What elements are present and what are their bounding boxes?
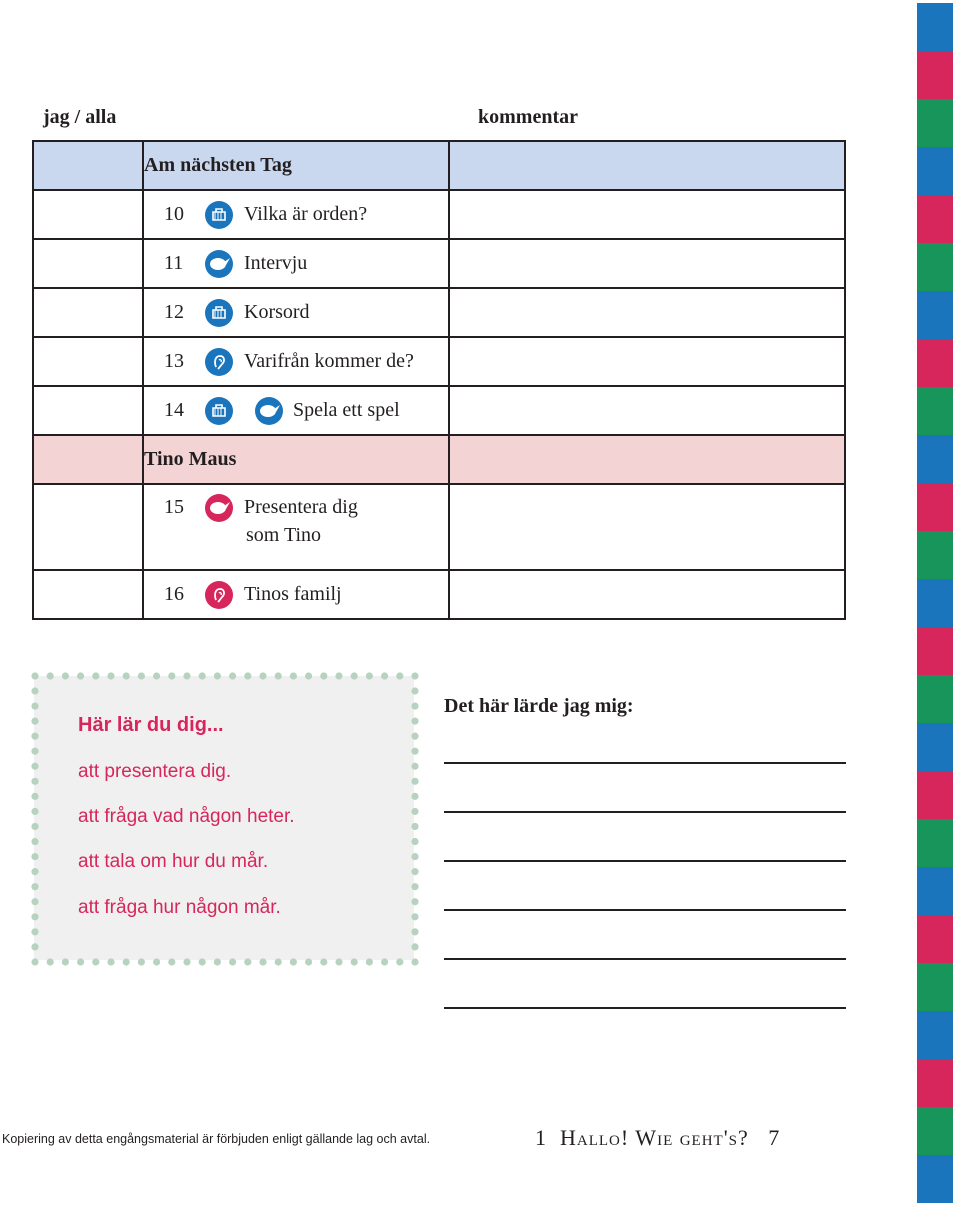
border-dot — [411, 943, 418, 950]
border-dot — [138, 958, 145, 965]
border-dot — [305, 958, 312, 965]
border-dot — [290, 672, 297, 679]
border-dot — [411, 823, 418, 830]
border-dot — [411, 778, 418, 785]
border-dot — [31, 928, 38, 935]
border-dot — [31, 778, 38, 785]
border-dot — [411, 958, 418, 965]
activity-label: Presentera dig — [244, 496, 358, 518]
border-dot — [31, 687, 38, 694]
activity-label: Vilka är orden? — [244, 202, 368, 225]
border-dot — [320, 958, 327, 965]
border-dot — [411, 672, 418, 679]
header-jag-alla: jag / alla — [43, 106, 117, 128]
stripe-segment — [917, 963, 953, 1011]
comment-cell[interactable] — [449, 386, 845, 435]
stripe-segment — [917, 867, 953, 915]
border-dot — [77, 672, 84, 679]
activity-number: 16 — [164, 582, 184, 605]
border-dot — [168, 672, 175, 679]
table-row — [33, 484, 845, 570]
activity-label: Varifrån kommer de? — [244, 349, 414, 372]
border-dot — [229, 672, 236, 679]
table-row — [33, 190, 845, 239]
check-cell[interactable] — [33, 288, 143, 337]
page-number: 7 — [768, 1125, 781, 1150]
stripe-segment — [917, 99, 953, 147]
activity-number: 15 — [164, 496, 184, 518]
border-dot — [92, 958, 99, 965]
border-dot — [31, 958, 38, 965]
progress-table — [32, 140, 846, 620]
writing-line[interactable] — [444, 958, 846, 960]
stripe-segment — [917, 723, 953, 771]
activity-number: 12 — [164, 300, 184, 323]
stripe-segment — [917, 675, 953, 723]
stripe-segment — [917, 531, 953, 579]
border-dot — [214, 958, 221, 965]
border-dot — [244, 672, 251, 679]
activity-label: Spela ett spel — [293, 398, 400, 421]
border-dot — [411, 868, 418, 875]
speech-bubble-icon — [205, 250, 233, 278]
activity-number: 11 — [164, 251, 184, 274]
writing-line[interactable] — [444, 811, 846, 813]
learn-item: att tala om hur du mår. — [78, 851, 269, 872]
learn-item: att presentera dig. — [78, 761, 232, 782]
check-cell[interactable] — [33, 484, 143, 570]
comment-cell[interactable] — [449, 239, 845, 288]
section-row-am-naechsten-tag — [33, 141, 845, 190]
section-title: Tino Maus — [143, 435, 449, 484]
border-dot — [31, 823, 38, 830]
activity-label: Tinos familj — [244, 582, 342, 605]
ear-icon — [205, 348, 233, 376]
stripe-segment — [917, 3, 953, 51]
border-dot — [275, 672, 282, 679]
border-dot — [31, 943, 38, 950]
stripe-segment — [917, 291, 953, 339]
stripe-segment — [917, 1155, 953, 1203]
border-dot — [411, 702, 418, 709]
writing-line[interactable] — [444, 909, 846, 911]
border-dot — [351, 958, 358, 965]
learn-box-title: Här lär du dig... — [78, 714, 224, 736]
stripe-segment — [917, 1059, 953, 1107]
border-dot — [366, 672, 373, 679]
stripe-segment — [917, 387, 953, 435]
border-dot — [31, 793, 38, 800]
chapter-footer — [535, 1125, 780, 1151]
border-dot — [411, 763, 418, 770]
ear-icon — [205, 581, 233, 609]
table-row — [33, 570, 845, 619]
border-dot — [305, 672, 312, 679]
bag-icon — [205, 299, 233, 327]
border-dot — [31, 672, 38, 679]
border-dot — [411, 793, 418, 800]
border-dot — [229, 958, 236, 965]
border-dot — [138, 672, 145, 679]
speech-bubble-icon — [205, 494, 233, 522]
stripe-segment — [917, 579, 953, 627]
border-dot — [168, 958, 175, 965]
section-title: Am nächsten Tag — [143, 141, 449, 190]
comment-cell[interactable] — [449, 484, 845, 570]
border-dot — [31, 718, 38, 725]
border-dot — [411, 838, 418, 845]
stripe-segment — [917, 435, 953, 483]
border-dot — [107, 958, 114, 965]
border-dot — [31, 868, 38, 875]
writing-line[interactable] — [444, 860, 846, 862]
border-dot — [183, 672, 190, 679]
copyright-notice: Kopiering av detta engångsmaterial är förbjuden enligt gällande lag och avtal. — [2, 1132, 431, 1146]
border-dot — [199, 958, 206, 965]
border-dot — [259, 958, 266, 965]
border-dot — [107, 672, 114, 679]
comment-cell[interactable] — [449, 435, 845, 484]
writing-line[interactable] — [444, 762, 846, 764]
table-row — [33, 288, 845, 337]
border-dot — [411, 748, 418, 755]
border-dot — [411, 928, 418, 935]
border-dot — [47, 958, 54, 965]
check-cell[interactable] — [33, 386, 143, 435]
border-dot — [199, 672, 206, 679]
border-dot — [31, 748, 38, 755]
chapter-title: Hallo! Wie geht's? — [560, 1125, 749, 1150]
learned-title: Det här lärde jag mig: — [444, 695, 634, 717]
check-cell[interactable] — [33, 239, 143, 288]
border-dot — [153, 672, 160, 679]
border-dot — [259, 672, 266, 679]
stripe-segment — [917, 819, 953, 867]
activity-number: 10 — [164, 202, 184, 225]
border-dot — [411, 853, 418, 860]
learn-item: att fråga hur någon mår. — [78, 897, 281, 918]
activity-label-line2: som Tino — [246, 524, 322, 546]
border-dot — [290, 958, 297, 965]
border-dot — [320, 672, 327, 679]
color-stripe — [917, 3, 953, 1203]
stripe-segment — [917, 627, 953, 675]
comment-cell[interactable] — [449, 288, 845, 337]
comment-cell[interactable] — [449, 141, 845, 190]
border-dot — [411, 733, 418, 740]
header-kommentar: kommentar — [478, 106, 578, 128]
stripe-segment — [917, 243, 953, 291]
chapter-number: 1 — [535, 1125, 547, 1150]
stripe-segment — [917, 339, 953, 387]
border-dot — [381, 958, 388, 965]
table-row — [33, 239, 845, 288]
table-row — [33, 337, 845, 386]
border-dot — [31, 853, 38, 860]
border-dot — [31, 808, 38, 815]
dotted-border — [25, 668, 425, 968]
border-dot — [31, 763, 38, 770]
check-cell[interactable] — [33, 190, 143, 239]
border-dot — [335, 672, 342, 679]
stripe-segment — [917, 51, 953, 99]
border-dot — [92, 672, 99, 679]
border-dot — [62, 958, 69, 965]
border-dot — [411, 808, 418, 815]
border-dot — [335, 958, 342, 965]
border-dot — [411, 718, 418, 725]
border-dot — [366, 958, 373, 965]
border-dot — [47, 672, 54, 679]
activity-label: Korsord — [244, 300, 310, 323]
bag-icon — [205, 397, 233, 425]
border-dot — [411, 883, 418, 890]
border-dot — [381, 672, 388, 679]
comment-cell[interactable] — [449, 570, 845, 619]
border-dot — [31, 702, 38, 709]
stripe-segment — [917, 1107, 953, 1155]
table-row — [33, 386, 845, 435]
border-dot — [31, 733, 38, 740]
stripe-segment — [917, 915, 953, 963]
activity-label: Intervju — [244, 251, 308, 274]
border-dot — [411, 898, 418, 905]
section-row-tino-maus — [33, 435, 845, 484]
border-dot — [31, 898, 38, 905]
stripe-segment — [917, 147, 953, 195]
check-cell[interactable] — [33, 570, 143, 619]
writing-line[interactable] — [444, 1007, 846, 1009]
comment-cell[interactable] — [449, 337, 845, 386]
border-dot — [411, 687, 418, 694]
border-dot — [123, 958, 130, 965]
border-dot — [351, 672, 358, 679]
border-dot — [77, 958, 84, 965]
stripe-segment — [917, 771, 953, 819]
learn-item: att fråga vad någon heter. — [78, 806, 295, 827]
activity-number: 13 — [164, 349, 184, 372]
border-dot — [123, 672, 130, 679]
check-cell[interactable] — [33, 337, 143, 386]
border-dot — [31, 913, 38, 920]
comment-cell[interactable] — [449, 190, 845, 239]
border-dot — [275, 958, 282, 965]
stripe-segment — [917, 195, 953, 243]
border-dot — [153, 958, 160, 965]
border-dot — [31, 883, 38, 890]
bag-icon — [205, 201, 233, 229]
border-dot — [183, 958, 190, 965]
border-dot — [244, 958, 251, 965]
stripe-segment — [917, 483, 953, 531]
border-dot — [396, 958, 403, 965]
border-dot — [396, 672, 403, 679]
speech-bubble-icon — [255, 397, 283, 425]
border-dot — [411, 913, 418, 920]
border-dot — [62, 672, 69, 679]
stripe-segment — [917, 1011, 953, 1059]
border-dot — [214, 672, 221, 679]
activity-number: 14 — [164, 398, 184, 421]
border-dot — [31, 838, 38, 845]
